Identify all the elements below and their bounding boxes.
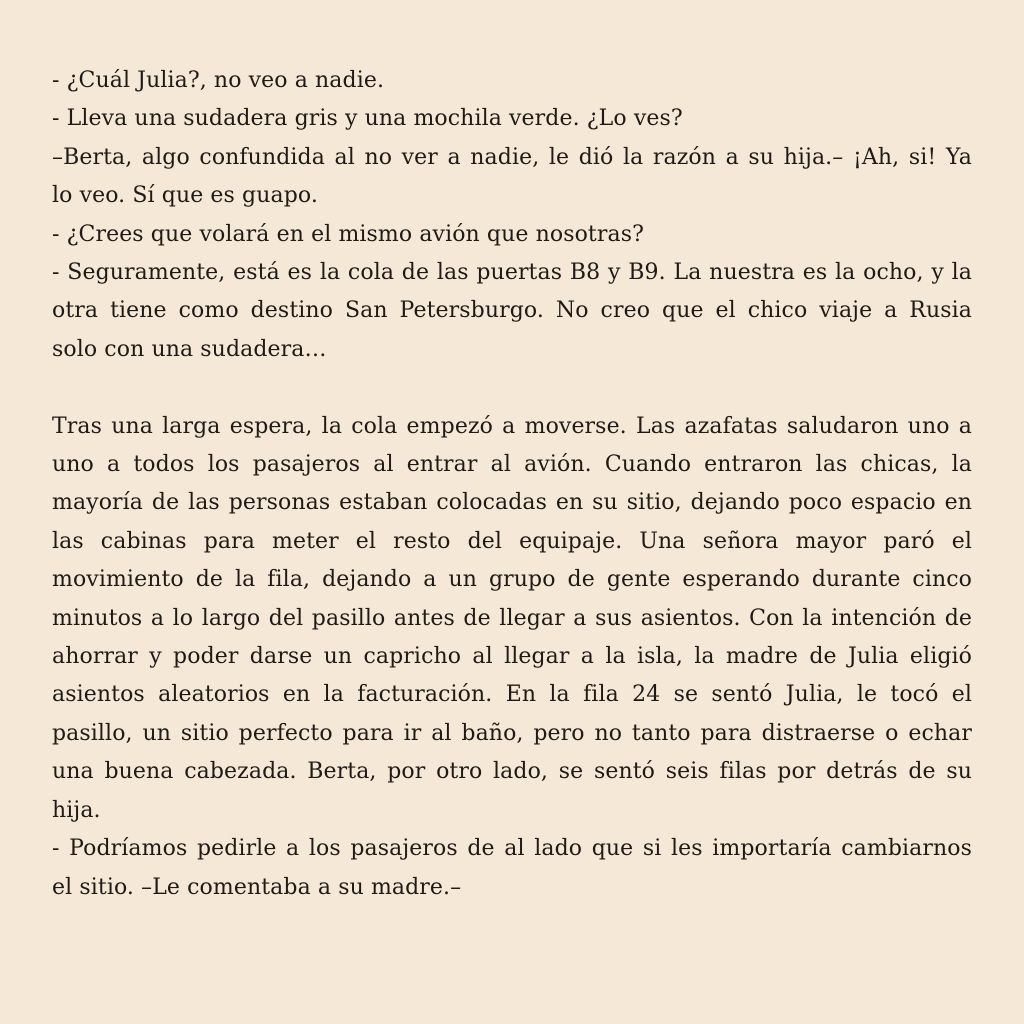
narrative-line-7: ahorrar y poder darse un capricho al llegar a la isla, la madre de Julia eligió [52, 644, 972, 670]
dialogue-line-8: solo con una sudadera… [52, 336, 327, 362]
dialogue-line-4: lo veo. Sí que es guapo. [52, 183, 318, 209]
dialogue-line-5: - ¿Crees que volará en el mismo avión que nosotras? [52, 221, 644, 247]
narrative-line-9: pasillo, un sitio perfecto para ir al baño, pero no tanto para distraerse o echar [52, 720, 972, 746]
dialogue-line-10: el sitio. –Le comentaba a su madre.– [52, 874, 462, 900]
narrative-line-3: mayoría de las personas estaban colocadas en su sitio, dejando poco espacio en [52, 490, 972, 516]
dialogue-line-1: - ¿Cuál Julia?, no veo a nadie. [52, 68, 385, 93]
narrative-line-4: las cabinas para meter el resto del equipaje. Una señora mayor paró el [52, 528, 972, 554]
narrative-line-5: movimiento de la fila, dejando a un grupo de gente esperando durante cinco [52, 567, 972, 593]
narrative-line-11: hija. [52, 797, 101, 823]
dialogue-line-3: –Berta, algo confundida al no ver a nadie, le dió la razón a su hija.– ¡Ah, si! Ya [52, 144, 972, 170]
narrative-line-6: minutos a lo largo del pasillo antes de llegar a sus asientos. Con la intención de [52, 605, 972, 631]
narrative-line-1: Tras una larga espera, la cola empezó a moverse. Las azafatas saludaron uno a [52, 413, 972, 439]
narrative-line-8: asientos aleatorios en la facturación. En la fila 24 se sentó Julia, le tocó el [52, 682, 972, 708]
text-block [52, 62, 972, 907]
narrative-line-10: una buena cabezada. Berta, por otro lado, se sentó seis filas por detrás de su [52, 759, 972, 785]
dialogue-line-6: - Seguramente, está es la cola de las puertas B8 y B9. La nuestra es la ocho, y la [52, 260, 972, 286]
dialogue-line-2: - Lleva una sudadera gris y una mochila verde. ¿Lo ves? [52, 106, 683, 132]
dialogue-line-9: - Podríamos pedirle a los pasajeros de al lado que si les importaría cambiarnos [52, 836, 972, 862]
dialogue-line-7: otra tiene como destino San Petersburgo. No creo que el chico viaje a Rusia [52, 298, 972, 324]
narrative-line-2: uno a todos los pasajeros al entrar al avión. Cuando entraron las chicas, la [52, 452, 972, 478]
paragraph-gap [52, 369, 972, 407]
